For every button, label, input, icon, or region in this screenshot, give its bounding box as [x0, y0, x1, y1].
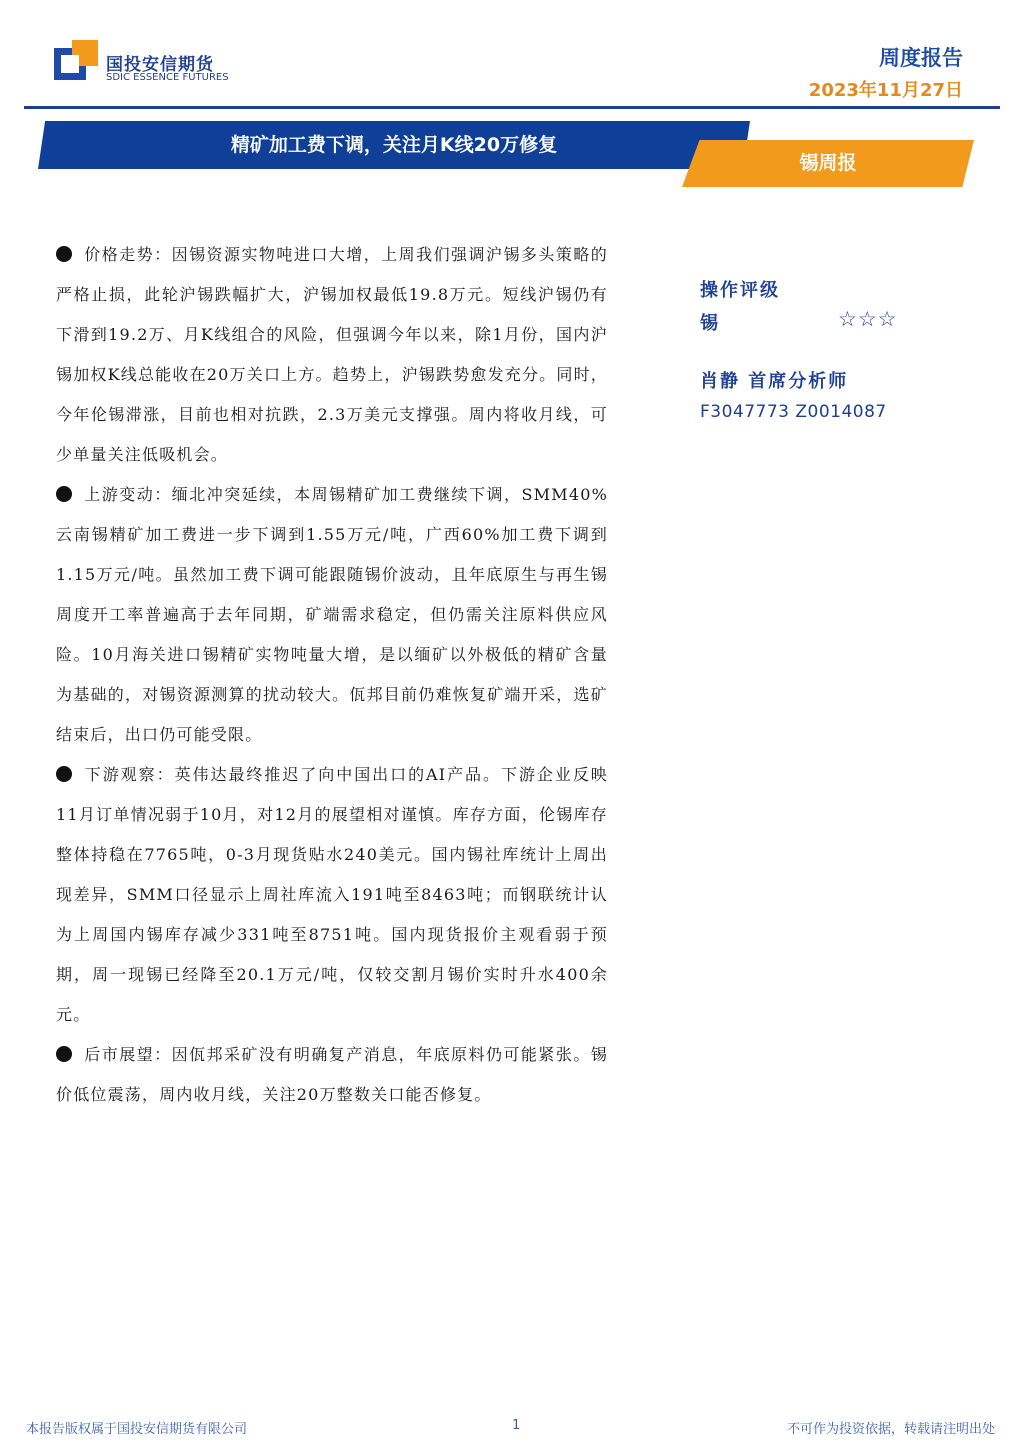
bullet-icon	[56, 1046, 72, 1062]
analyst-name: 肖静 首席分析师	[700, 371, 849, 392]
section-text: 下游观察：英伟达最终推迟了向中国出口的AI产品。下游企业反映11月订单情况弱于10月，对12月的展望相对谨慎。库存方面，伦锡库存整体持稳在7765吨，0-3月现货贴水240美元。国内锡社库统计上周出现差异，SMM口径显示上周社库流入191吨至8463吨；而钢联统计认为上周国内锡库存减少331吨至8751吨。国内现货报价主观看弱于预期，周一现锡已经降至20.1万元/吨，仅较交割月锡价实时升水400余元。	[56, 765, 608, 1024]
logo-english-name: SDIC ESSENCE FUTURES	[106, 72, 229, 83]
section-outlook	[56, 1035, 608, 1115]
report-type: 周度报告	[879, 46, 963, 70]
section-text: 上游变动：缅北冲突延续，本周锡精矿加工费继续下调，SMM40%云南锡精矿加工费进一步下调到1.55万元/吨，广西60%加工费下调到1.15万元/吨。虽然加工费下调可能跟随锡价波动，且年底原生与再生锡周度开工率普遍高于去年同期，矿端需求稳定，但仍需关注原料供应风险。10月海关进口锡精矿实物吨量大增，是以缅矿以外极低的精矿含量为基础的，对锡资源测算的扰动较大。佤邦目前仍难恢复矿端开采，选矿结束后，出口仍可能受限。	[56, 485, 608, 744]
section-text: 价格走势：因锡资源实物吨进口大增，上周我们强调沪锡多头策略的严格止损，此轮沪锡跌幅扩大，沪锡加权最低19.8万元。短线沪锡仍有下滑到19.2万、月K线组合的风险，但强调今年以来，除1月份，国内沪锡加权K线总能收在20万关口上方。趋势上，沪锡跌势愈发充分。同时，今年伦锡滞涨，目前也相对抗跌，2.3万美元支撑强。周内将收月线，可少单量关注低吸机会。	[56, 245, 608, 464]
footer-disclaimer: 不可作为投资依据，转载请注明出处	[786, 1422, 995, 1437]
rating-label: 操作评级	[700, 280, 780, 301]
section-text: 后市展望：因佤邦采矿没有明确复产消息，年底原料仍可能紧张。锡价低位震荡，周内收月线，关注20万整数关口能否修复。	[56, 1045, 608, 1104]
rating-commodity: 锡	[700, 313, 718, 334]
section-upstream	[56, 475, 608, 755]
company-logo-icon	[54, 40, 98, 84]
report-tag: 锡周报	[799, 152, 857, 174]
report-body	[56, 235, 608, 1115]
rating-stars-icon: ☆☆☆	[838, 307, 898, 331]
page-number: 1	[512, 1418, 521, 1433]
report-date: 2023年11月27日	[808, 80, 963, 101]
header-divider	[24, 106, 1000, 109]
report-title: 精矿加工费下调，关注月K线20万修复	[230, 134, 558, 156]
footer-copyright: 本报告版权属于国投安信期货有限公司	[26, 1422, 248, 1437]
bullet-icon	[56, 766, 72, 782]
section-downstream	[56, 755, 608, 1035]
logo-chinese-name: 国投安信期货	[106, 55, 214, 75]
section-price-trend	[56, 235, 608, 475]
bullet-icon	[56, 246, 72, 262]
bullet-icon	[56, 486, 72, 502]
analyst-license-ids: F3047773 Z0014087	[700, 402, 887, 422]
